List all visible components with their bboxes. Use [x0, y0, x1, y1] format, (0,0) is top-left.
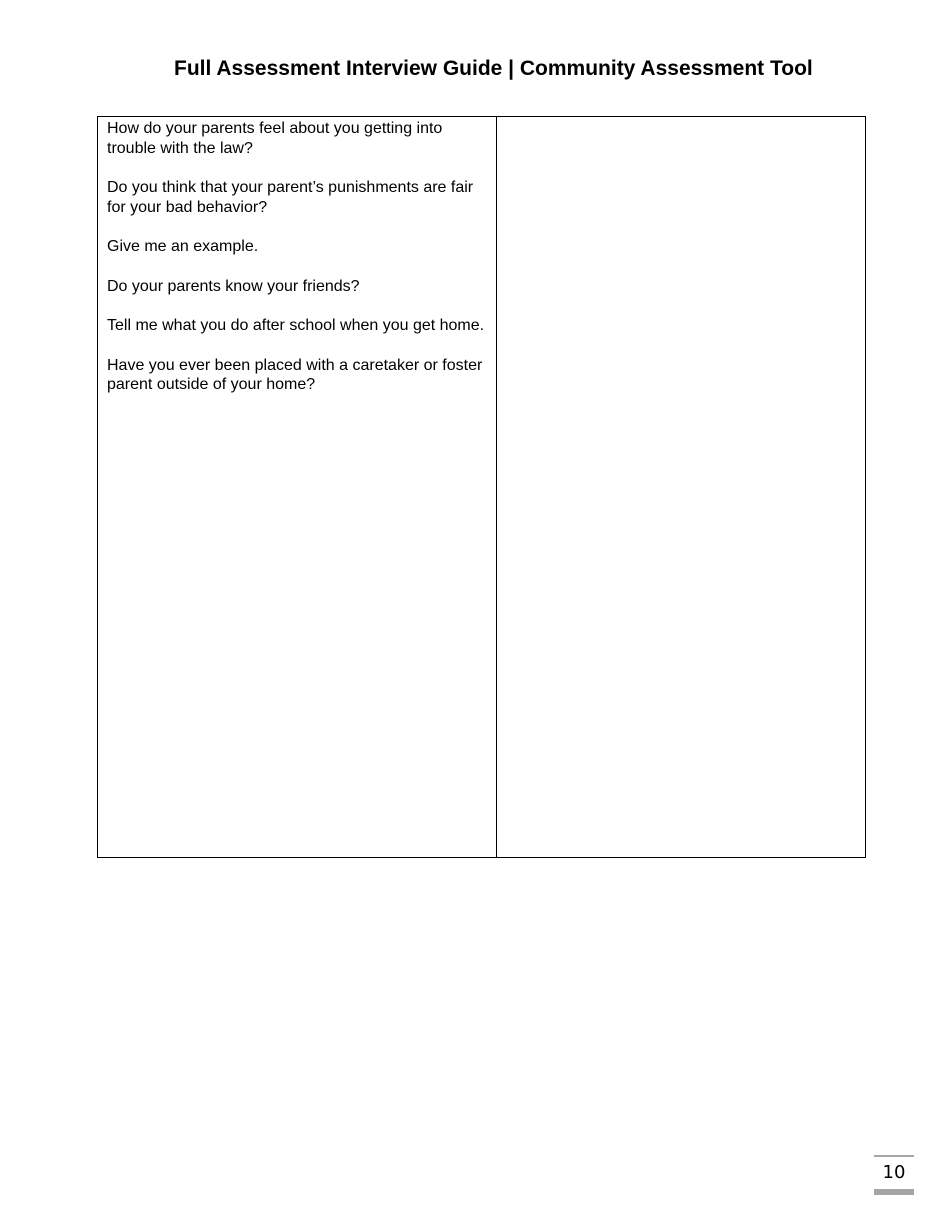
page-number: 10 [882, 1162, 906, 1183]
interview-table [97, 116, 866, 858]
table-row [98, 117, 866, 858]
question-item: Have you ever been placed with a caretaker or foster parent outside of your home? [107, 356, 483, 393]
response-notes-cell[interactable] [497, 117, 866, 858]
questions-cell [98, 117, 497, 858]
page-number-bar [874, 1189, 914, 1195]
question-list [98, 117, 496, 395]
page-title: Full Assessment Interview Guide | Community Assessment Tool [174, 57, 813, 80]
question-item: Do you think that your parent’s punishments are fair for your bad behavior? [107, 179, 474, 216]
page-number-box [874, 1155, 914, 1195]
question-item: Give me an example. [107, 238, 259, 255]
question-item: How do your parents feel about you getting into trouble with the law? [107, 120, 443, 157]
question-item: Do your parents know your friends? [107, 277, 360, 295]
question-item: Tell me what you do after school when you get home. [107, 317, 485, 334]
